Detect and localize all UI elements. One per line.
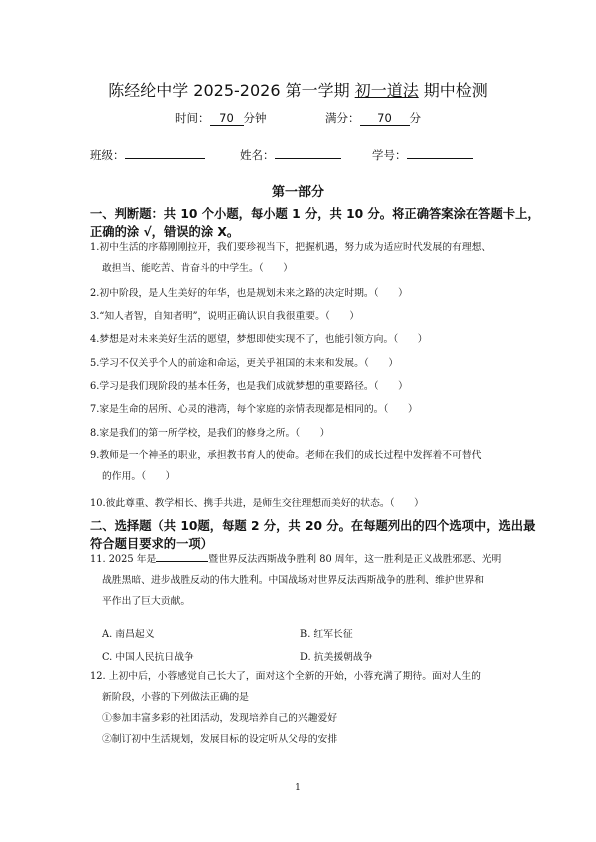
judge-item-5 <box>90 353 398 374</box>
class-field <box>90 147 205 163</box>
q11-option-c[interactable]: C. 中国人民抗日战争 <box>102 652 194 663</box>
judge-item-3 <box>90 306 359 327</box>
judge-item-8 <box>90 423 330 444</box>
judge-item-6 <box>90 376 408 397</box>
judge-item-text-cont: 敢担当、能吃苦、肯奋斗的中学生。（ ） <box>102 263 294 274</box>
q11-option-d[interactable]: D. 抗美援朝战争 <box>300 652 373 663</box>
judge-item-text: 2.初中阶段，是人生美好的年华，也是规划未来之路的决定时期。（ ） <box>90 288 408 299</box>
judge-item-text: 8.家是我们的第一所学校，是我们的修身之所。（ ） <box>90 428 330 439</box>
name-field <box>240 147 341 163</box>
judge-item-9 <box>90 445 481 487</box>
part1-heading <box>90 205 540 241</box>
part2-heading-line2: 符合题目要求的一项） <box>90 537 213 551</box>
judge-item-text: 4.梦想是对未来美好生活的愿望，梦想即使实现不了，也能引领方向。（ ） <box>90 334 428 345</box>
judge-item-10 <box>90 493 424 514</box>
judge-item-4 <box>90 329 428 350</box>
exam-title <box>0 78 596 101</box>
time-value: 70 <box>210 112 244 126</box>
score-value: 70 <box>360 112 410 126</box>
part1-heading-line2: 正确的涂 √，错误的涂 X。 <box>90 225 240 239</box>
part1-heading-line1: 一、判断题：共 10 个小题，每小题 1 分，共 10 分。将正确答案涂在答题卡上， <box>90 207 540 221</box>
q11-text-line2: 战胜黑暗、进步战胜反动的伟大胜利。中国战场对世界反法西斯战争的胜利、维护世界和 <box>102 575 485 586</box>
q12-choice-2: ②制订初中生活规划，发展目标的设定听从父母的安排 <box>102 734 338 745</box>
time-info <box>175 110 267 126</box>
id-field <box>372 147 473 163</box>
class-label: 班级： <box>90 148 125 162</box>
page-number: 1 <box>295 783 301 793</box>
judge-item-text-cont: 的作用。（ ） <box>102 471 176 482</box>
score-info <box>325 110 421 126</box>
class-blank[interactable] <box>125 158 205 159</box>
section-title: 第一部分 <box>271 185 324 200</box>
time-unit: 分钟 <box>243 111 267 125</box>
q11-text-line3: 平作出了巨大贡献。 <box>102 596 191 607</box>
id-blank[interactable] <box>407 158 473 159</box>
q11-blank <box>156 551 208 562</box>
choice-question-11 <box>90 549 501 612</box>
q12-text: 12. 上初中后，小蓉感觉自己长大了，面对这个全新的开始，小蓉充满了期待。面对人生的 <box>90 671 481 682</box>
title-subject: 初一道法 <box>354 81 419 100</box>
name-blank[interactable] <box>275 158 341 159</box>
judge-item-text: 9.教师是一个神圣的职业，承担教书育人的使命。老师在我们的成长过程中发挥着不可替代 <box>90 450 482 461</box>
title-suffix: 期中检测 <box>418 81 488 100</box>
judge-item-1 <box>90 237 491 279</box>
score-unit: 分 <box>409 111 421 125</box>
id-label: 学号： <box>372 148 407 162</box>
q12-choice-1: ①参加丰富多彩的社团活动，发现培养自己的兴趣爱好 <box>102 713 338 724</box>
part2-heading-line1: 二、选择题（共 10题，每题 2 分，共 20 分。在每题列出的四个选项中，选出最 <box>90 519 536 533</box>
time-label: 时间： <box>175 111 210 125</box>
judge-item-text: 5.学习不仅关乎个人的前途和命运，更关乎祖国的未来和发展。（ ） <box>90 358 399 369</box>
judge-item-text: 7.家是生命的居所、心灵的港湾，每个家庭的亲情表现都是相同的。（ ） <box>90 404 418 415</box>
judge-item-text: 1.初中生活的序幕刚刚拉开，我们要珍视当下，把握机遇，努力成为适应时代发展的有理想、 <box>90 242 492 253</box>
score-label: 满分： <box>325 111 360 125</box>
q11-lead: 11. 2025 年是 <box>90 554 157 565</box>
judge-item-2 <box>90 283 408 304</box>
q11-option-a[interactable]: A. 南昌起义 <box>102 629 155 640</box>
part2-heading <box>90 517 536 553</box>
name-label: 姓名： <box>240 148 275 162</box>
q11-text: 暨世界反法西斯战争胜利 80 周年，这一胜利是正义战胜邪恶、光明 <box>208 554 502 565</box>
judge-item-text: 3.“知人者智，自知者明”，说明正确认识自我很重要。（ ） <box>90 311 360 322</box>
q12-text-line2: 新阶段，小蓉的下列做法正确的是 <box>102 692 249 703</box>
judge-item-text: 6.学习是我们现阶段的基本任务，也是我们成就梦想的重要路径。（ ） <box>90 381 408 392</box>
judge-item-text: 10.彼此尊重、教学相长、携手共进，是师生交往理想而美好的状态。（ ） <box>90 498 424 509</box>
judge-item-7 <box>90 399 418 420</box>
title-prefix: 陈经纶中学 2025-2026 第一学期 <box>108 81 355 100</box>
q11-option-b[interactable]: B. 红军长征 <box>300 629 353 640</box>
choice-question-12 <box>90 666 481 750</box>
